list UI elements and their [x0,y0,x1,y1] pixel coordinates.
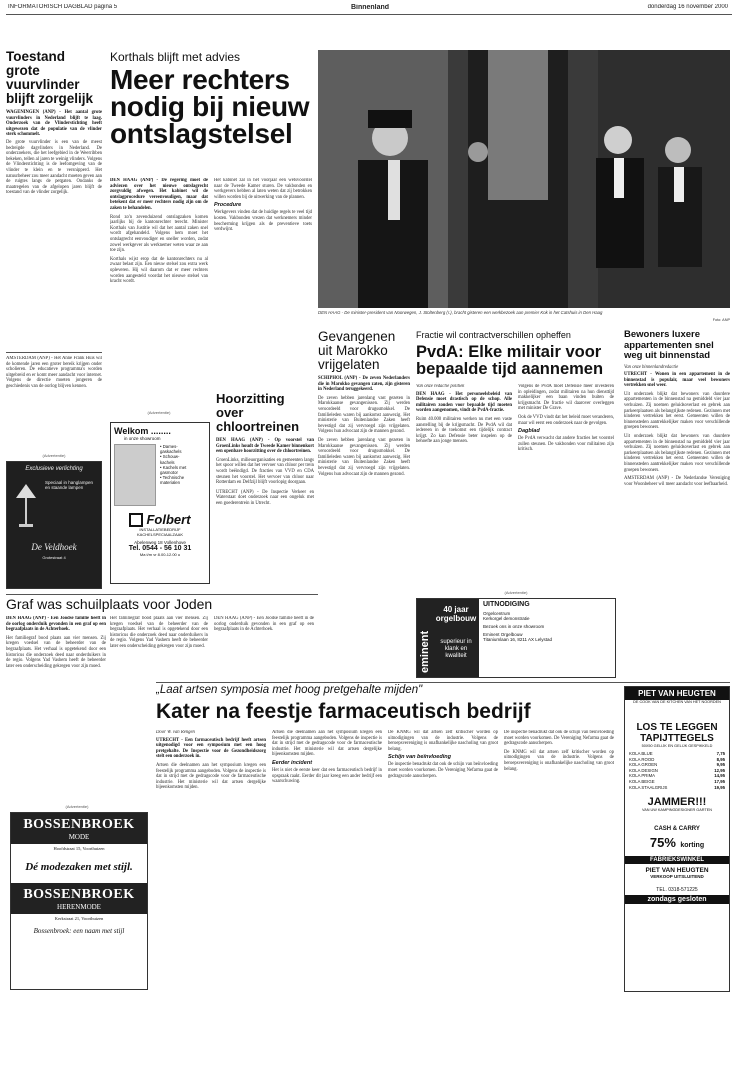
kicker: Fractie wil contractverschillen opheffen [416,330,571,340]
price-item: KOLA BLUE [629,751,653,756]
ad-phone: TEL. 0318-571225 [656,887,698,894]
price-item: KOLA BEIGE [629,778,655,784]
lamp-icon [11,480,41,530]
ad-label: (Advertentie) [65,804,89,809]
article-body: Rond zo'n zevenduizend ontslagzaken komen jaarlijks bij de kantonrechter terecht. Minister Korthals van Justitie wil dat het aantal zaken snel wordt afgehandeld. Volgens hem moet het ontslagrecht eenvoudiger en sneller worden, zodat zowel werkgever als werknemer weten waar ze aan toe zijn. [110,214,208,254]
page-header-left: INFORMATORISCH DAGBLAD pagina 5 [8,4,118,10]
ad-title: Welkom ........ [114,426,171,436]
headline: Kater na feestje farmaceutisch bedrijf [156,700,531,723]
ad-subbrand: MODE [11,833,147,844]
ad-item: gaskachels [160,449,182,455]
ad-item: • Technische [160,475,185,481]
ad-address: Kerkstraat 21, Voorthuizen [54,916,104,921]
ad-item: materialen [160,480,181,486]
ad-item: kachels [160,459,175,465]
ad-bossenbroek [10,812,148,990]
ad-price-sub: korting [680,842,705,850]
ad-footer: zondags gesloten [625,895,729,904]
article-body: De KNMG wil dat artsen zelf kritischer worden op uitnodigingen van de industrie. Volgens de beroepsvereniging is onafhankelijke nascholing van groot belang. [388,730,498,752]
ad-brand: BOSSENBROEK [11,883,147,903]
kater-col1 [156,730,266,992]
ad-cta: VERKOOP UITSLUITEND [650,874,704,880]
price-row [629,785,725,791]
headline: Bewoners luxere appartementen snel weg uit binnenstad [624,330,714,361]
headline-korthals [110,66,313,176]
photo-credit: Foto: ANP [712,318,730,322]
article-lead: UTRECHT - Wonen in een appartement in de binnenstad is populair, maar veel bewoners vertrekken snel weer. [624,372,730,389]
article-lead: WAGENINGEN (ANP) - Het aantal grote vuurvlinders in Nederland blijft te laag. Onderzoek van de Vlinderstichting heeft uitgewezen dat de populatie van de vlinder sterk schommelt. [6,110,102,138]
price-value: 12,95 [714,767,725,773]
ad-item: • Kachels met [160,464,187,470]
headline: Gevangenen uit Marokko vrijgelaten [318,330,396,372]
kater-col2 [272,730,382,992]
ad-text: Eminent Orgelbouw [483,632,523,637]
kachel-image [114,444,156,506]
headline: Hoorzitting over chloortreinen [216,392,300,434]
article-body: GroenLinks, milieuorganisaties en gemeenten langs het spoor willen dat het vervoer van chloor per trein wordt beëindigd. De fracties van VVD en CDA steunen het voorstel. Het vervoer van chloor naar Rotterdam en Delfzijl blijft voorlopig doorgaan. [216,457,314,486]
article-body: Het is niet de eerste keer dat een farmaceutisch bedrijf in opspraak raakt. Eerder dit jaar kreeg een ander bedrijf een waarschuwing. [272,767,382,785]
ad-text: Bezoek ons in onze showroom [483,624,545,629]
subhead: Procedure [214,202,242,209]
ad-address: Hoofdstraat 15, Voorthuizen [53,846,105,851]
ad-brand: PIET VAN HEUGTEN [625,687,729,700]
article-vuurvlinder [6,50,102,350]
article-body: Ook de VVD vindt dat het beleid moet veranderen, maar wil eerst een onderzoek naar de gevolgen. [518,414,614,426]
korthals-col2 [214,178,312,398]
price-list [629,751,725,790]
price-value: 7,75 [716,751,725,756]
price-value: 9,95 [716,762,725,768]
article-body: De inspectie benadrukt dat ook de schijn van beïnvloeding moet worden voorkomen. De Vereniging Nefarma gaat de gedragscode aanscherpen. [504,730,614,747]
article-gevangenen [318,330,410,600]
author: Door W. van Rengen [156,730,195,735]
headline: Graf was schuilplaats voor Joden [6,596,213,612]
article-body: Werkgevers vinden dat de huidige regels te veel tijd kosten. Vakbonden vrezen dat werknemers minder bescherming krijgen als de preventieve toets verdwijnt. [214,210,312,233]
ad-badge: 40 jaar orgelbouw [435,605,477,623]
article-body: Uit onderzoek blijkt dat bewoners van duurdere appartementen in de binnenstad na gemiddeld vier jaar verhuizen. Zij noemen geluidsoverlast en gebrek aan parkeerplaatsen als belangrijkste redenen. Gezinnen met kinderen vertrekken het eerst. Gemeenten willen de binnensteden aantrekkelijker maken voor verschillende groepen bewoners. [624,434,730,473]
price-item: KOLA ROOD [629,756,655,762]
headline: Meer rechters nodig bij nieuw ontslagstelsel [110,66,310,149]
author: Van onze redactie politiek [416,384,465,389]
subhead: Dagblad [518,428,540,435]
article-hoorzitting [216,392,314,592]
article-body: Volgens de PvdA moet Defensie meer investeren in opleidingen, zodat militairen na hun diensttijd makkelijker een baan vinden buiten de krijgsmacht. De fractie wil daarover overleggen met minister De Grave. [518,384,614,412]
kicker: Korthals blijft met advies [110,50,241,64]
ad-subtitle: in onze showroom [124,436,161,441]
price-value: 17,95 [714,778,725,784]
ad-address: Grotestraat 4 [42,555,66,560]
folbert-logo-icon [129,513,143,527]
author: Van onze binnenlandredactie [624,364,679,370]
article-body: De grote vuurvlinder is een van de meest bedreigde dagvlinders in Nederland. De onderzoekers, die het leefgebied in de Weerribben bekeken, tellen al jaren te weinig vlinders. Volgens de Vlinderstichting is de leefomgeving van de vlinder te klein en te versnipperd. Het natuurbeheer zou meer aandacht moeten geven aan de ruigtes langs de petgaten. Ondanks de maatregelen van de afgelopen jaren blijft de toestand van de vlinder zorgelijk. [6,139,102,196]
headline-schuilplaats [6,596,318,616]
article-body: UTRECHT (ANP) - De Inspectie Verkeer en Waterstaat doet onderzoek naar een ongeluk met een goederentrein in Utrecht. [216,489,314,506]
schuilplaats-col1 [6,616,106,802]
article-body: De zeven hebben jarenlang vast gezeten in Marokkaanse gevangenissen. Zij werden veroordeeld voor drugssmokkel. De familieleden waren bij aankomst aanwezig. Het ministerie van Buitenlandse Zaken heeft bevestigd dat zij vervroegd zijn vrijgelaten. Volgens hun advocaat zijn de mannen gezond. [318,395,410,435]
ad-brand: BOSSENBROEK [11,813,147,833]
article-body: De PvdA verwacht dat andere fracties het voorstel zullen steunen. De vakbonden voor militairen zijn kritisch. [518,436,614,453]
article-body: AMSTERDAM (ANP) - De Nederlandse Vereniging voor Woonbeheer wil meer aandacht voor leefbaarheid. [624,476,730,487]
article-body: DEN HAAG (ANP) - Een Joodse familie heeft in de oorlog onderduik gevonden in een graf op een begraafplaats in de Achterhoek. [214,616,314,633]
article-body: Ruim 40.000 militairen werken nu met een vaste aanstelling bij de krijgsmacht. De PvdA wil dat iedereen in de toekomst een tijdelijk contract krijgt. Zo kan Defensie beter inspelen op de behoefte aan jonge mensen. [416,416,512,445]
article-body: Korthals wijst erop dat de kantonrechters nu al zwaar belast zijn. Een nieuw stelsel zou extra werk opleveren. Hij wil daarom dat er meer rechters worden aangesteld voordat het nieuwe stelsel van kracht wordt. [110,256,208,285]
section-title: Binnenland [350,4,390,11]
pvda-col1 [416,384,512,584]
article-anne-frank [6,356,102,456]
price-item: KOLA DESIGN [629,767,658,773]
ad-address: Abelenweg 18 Vollenhove [134,540,186,545]
price-value: 14,95 [714,773,725,779]
ad-title: UITNODIGING [483,601,530,608]
article-lead: UTRECHT - Een farmaceutisch bedrijf heeft artsen uitgenodigd voor een symposium met een hoog pretgehalte. De Inspectie voor de Gezondheidszorg stelt een onderzoek in. [156,737,266,760]
ad-eminent [416,598,616,678]
headline: Toestand grote vuurvlinder blijft zorgelijk [6,50,94,106]
article-body: De zeven hebben jarenlang vast gezeten in Marokkaanse gevangenissen. Zij werden veroordeeld voor drugssmokkel. De familieleden waren bij aankomst aanwezig. Het ministerie van Buitenlandse Zaken heeft bevestigd dat zij vervroegd zijn vrijgelaten. Volgens hun advocaat zijn de mannen gezond. [318,437,410,477]
article-lead: DEN HAAG (ANP) - Op voorstel van GroenLinks houdt de Tweede Kamer binnenkort een openbare hoorzitting over de chloortreinen. [216,438,314,455]
price-item: KOLA PRIMA [629,773,656,779]
article-body: Het familiegraf bood plaats aan vier mensen. Zij kregen voedsel van de beheerder van de begraafplaats. Het verhaal is opgetekend door een historicus die onderzoek deed naar onderduikers in de regio. Volgens Yad Vashem heeft de beheerder later een onderscheiding gekregen voor zijn moed. [6,635,106,669]
ad-text: Speciaal in hanglampen en staande lampen [45,480,94,490]
ad-piet-van-heugten [624,686,730,992]
ad-items [160,444,186,506]
news-photo [318,50,730,308]
photo-caption: DEN HAAG - De minister-president van Noorwegen, J. Stoltenberg (r.), bracht gisteren een werkbezoek aan premier Kok in het Catshuis in Den Haag [318,310,603,315]
ad-item: • Dames- [160,444,178,449]
article-lead: DEN HAAG (ANP) - Een Joodse familie heeft in de oorlog onderduik gevonden in een graf op een begraafplaats in de Achterhoek. [6,616,106,633]
headline: PvdA: Elke militair voor bepaalde tijd aannemen [416,344,604,378]
article-lead: DEN HAAG (ANP) - De regering moet de adviezen over het nieuwe ontslagrecht zorgvuldig afwegen. Het kabinet wil de ontslagprocedure vereenvoudigen, maar dat betekent dat er meer rechters nodig zijn om de zaken te behandelen. [110,178,208,211]
ad-subtitle: 50X50 GELIJK EN GELIJK GESPIKKELD [641,744,713,748]
ad-brand: De Veldhoek [31,542,77,552]
article-body: De KNMG wil dat artsen zelf kritischer worden op uitnodigingen van de industrie. Volgens de beroepsvereniging is onafhankelijke nascholing van groot belang. [504,749,614,772]
ad-text: Orgelcentrum [483,611,511,616]
headline-kater [156,700,616,726]
article-body: Het familiegraf bood plaats aan vier mensen. Zij kregen voedsel van de beheerder van de begraafplaats. Het verhaal is opgetekend door een historicus die onderzoek deed naar onderduikers in de regio. Volgens Yad Vashem heeft de beheerder later een onderscheiding gekregen voor zijn moed. [110,616,208,649]
korthals-col1 [110,178,208,398]
article-bewoners [624,330,730,630]
article-body: Artsen die deelnamen aan het symposium kregen een feestelijk programma aangeboden. Volgens de inspectie is dat in strijd met de gedragscode voor de farmaceutische industrie. Het ministerie wil dat artsen dergelijke bijeenkomsten mijden. [272,730,382,758]
article-body: Artsen die deelnamen aan het symposium kregen een feestelijk programma aangeboden. Volgens de inspectie is dat in strijd met de gedragscode voor de farmaceutische industrie. Het ministerie wil dat artsen dergelijke bijeenkomsten mijden. [156,762,266,791]
price-value: 8,95 [716,756,725,762]
subhead: Schijn van beïnvloeding [388,754,451,761]
ad-headline: LOS TE LEGGEN TAPIJTTEGELS [636,722,718,744]
article-lead: SCHIPHOL (ANP) - De zeven Nederlanders die in Marokko gevangen zaten, zijn gisteren in Nederland teruggekeerd. [318,376,410,393]
kater-col4 [504,730,614,992]
ad-subbrand: HERENMODE [11,903,147,914]
ad-address: Titaniumlaan 16, 8211 AX Lelystad [483,637,553,642]
ad-tag: KACHELSPECIAALZAAK [136,532,184,537]
article-body: De inspectie benadrukt dat ook de schijn van beïnvloeding moet worden voorkomen. De Vereniging Nefarma gaat de gedragscode aanscherpen. [388,762,498,779]
ad-slogan: Bossenbroek: een naam met stijl [33,927,125,935]
ad-label: (Advertentie) [42,453,66,458]
ad-cash: CASH & CARRY [654,826,700,833]
ad-label: (Advertentie) [504,590,528,595]
headline-pvda [416,344,616,382]
ad-brand: Folbert [146,512,191,527]
ad-verlichting [6,461,102,589]
ad-text: Kerkorgel demonstratie [483,616,530,621]
ad-item: • Schouw- [160,454,180,460]
ad-folbert [110,422,210,584]
ad-phone: Tel. 0544 - 56 10 31 [128,545,192,552]
article-body: AMSTERDAM (ANP) - Het Anne Frank Huis wil de komende jaren een groter bereik krijgen onder scholieren. De educatieve programma's worden uitgebreid en er komt meer aandacht voor internet. Volgens de directie moeten jongeren de geschiedenis van de oorlog blijven kennen. [6,356,102,389]
ad-banner: JAMMER!!! [647,796,707,809]
ad-slogan: Dé modezaken met stijl. [25,861,133,873]
price-item: KOLA GROEN [629,762,658,768]
ad-eminent-panel [417,599,479,677]
price-value: 19,95 [714,784,725,790]
ad-brand: PIET VAN HEUGTEN [645,867,709,875]
ad-price: 75% [649,835,676,851]
article-body: Uit onderzoek blijkt dat bewoners van duurdere appartementen in de binnenstad na gemiddeld vier jaar verhuizen. Zij noemen geluidsoverlast en gebrek aan parkeerplaatsen als belangrijkste redenen. Gezinnen met kinderen vertrekken het eerst. Gemeenten willen de binnensteden aantrekkelijker maken voor verschillende groepen bewoners. [624,391,730,431]
article-lead: DEN HAAG - Het personeelsbeleid van Defensie moet drastisch op de schop. Alle militairen zouden voor bepaalde tijd moeten worden aangenomen, vindt de PvdA-fractie. [416,391,512,414]
ad-title: Exclusieve verlichting [25,466,83,472]
subhead: Eerder incident [272,759,313,766]
kicker-kater [156,684,616,698]
ad-brand: eminent [419,630,431,673]
header-rule [6,14,732,15]
article-body: Het kabinet zal in het voorjaar een wetsvoorstel naar de Tweede Kamer sturen. De vakbonden en werkgevers hebben al laten weten dat zij betrokken willen worden bij de uitwerking van de plannen. [214,178,312,200]
ad-tag: DE COOK VAN DE KITCHEN VAN HET NOORDEN [633,700,721,704]
pvda-col2 [518,384,614,584]
ad-tag: INSTALLATIEBEDRIJF [139,527,181,532]
kicker: „Laat artsen symposia met hoog pretgehalte mijden" [156,684,423,696]
ad-cta: FABRIEKSWINKEL [625,856,729,864]
ad-banner-sub: VAN UW KAMPINGDESIGNER GARTEN [641,808,713,813]
ad-eminent-text [483,601,613,675]
kater-col3 [388,730,498,992]
ad-badge: superieur in klank en kwaliteit [440,639,472,659]
ad-hours: Ma t/m vr 8.00-12.00 u [139,552,181,557]
kicker-pvda [416,330,616,342]
ad-label: (Advertentie) [147,410,171,415]
page-date: donderdag 16 november 2000 [647,4,728,10]
ad-item: gasmotor [160,470,178,476]
price-item: KOLA STAALGRIJS [629,784,668,790]
